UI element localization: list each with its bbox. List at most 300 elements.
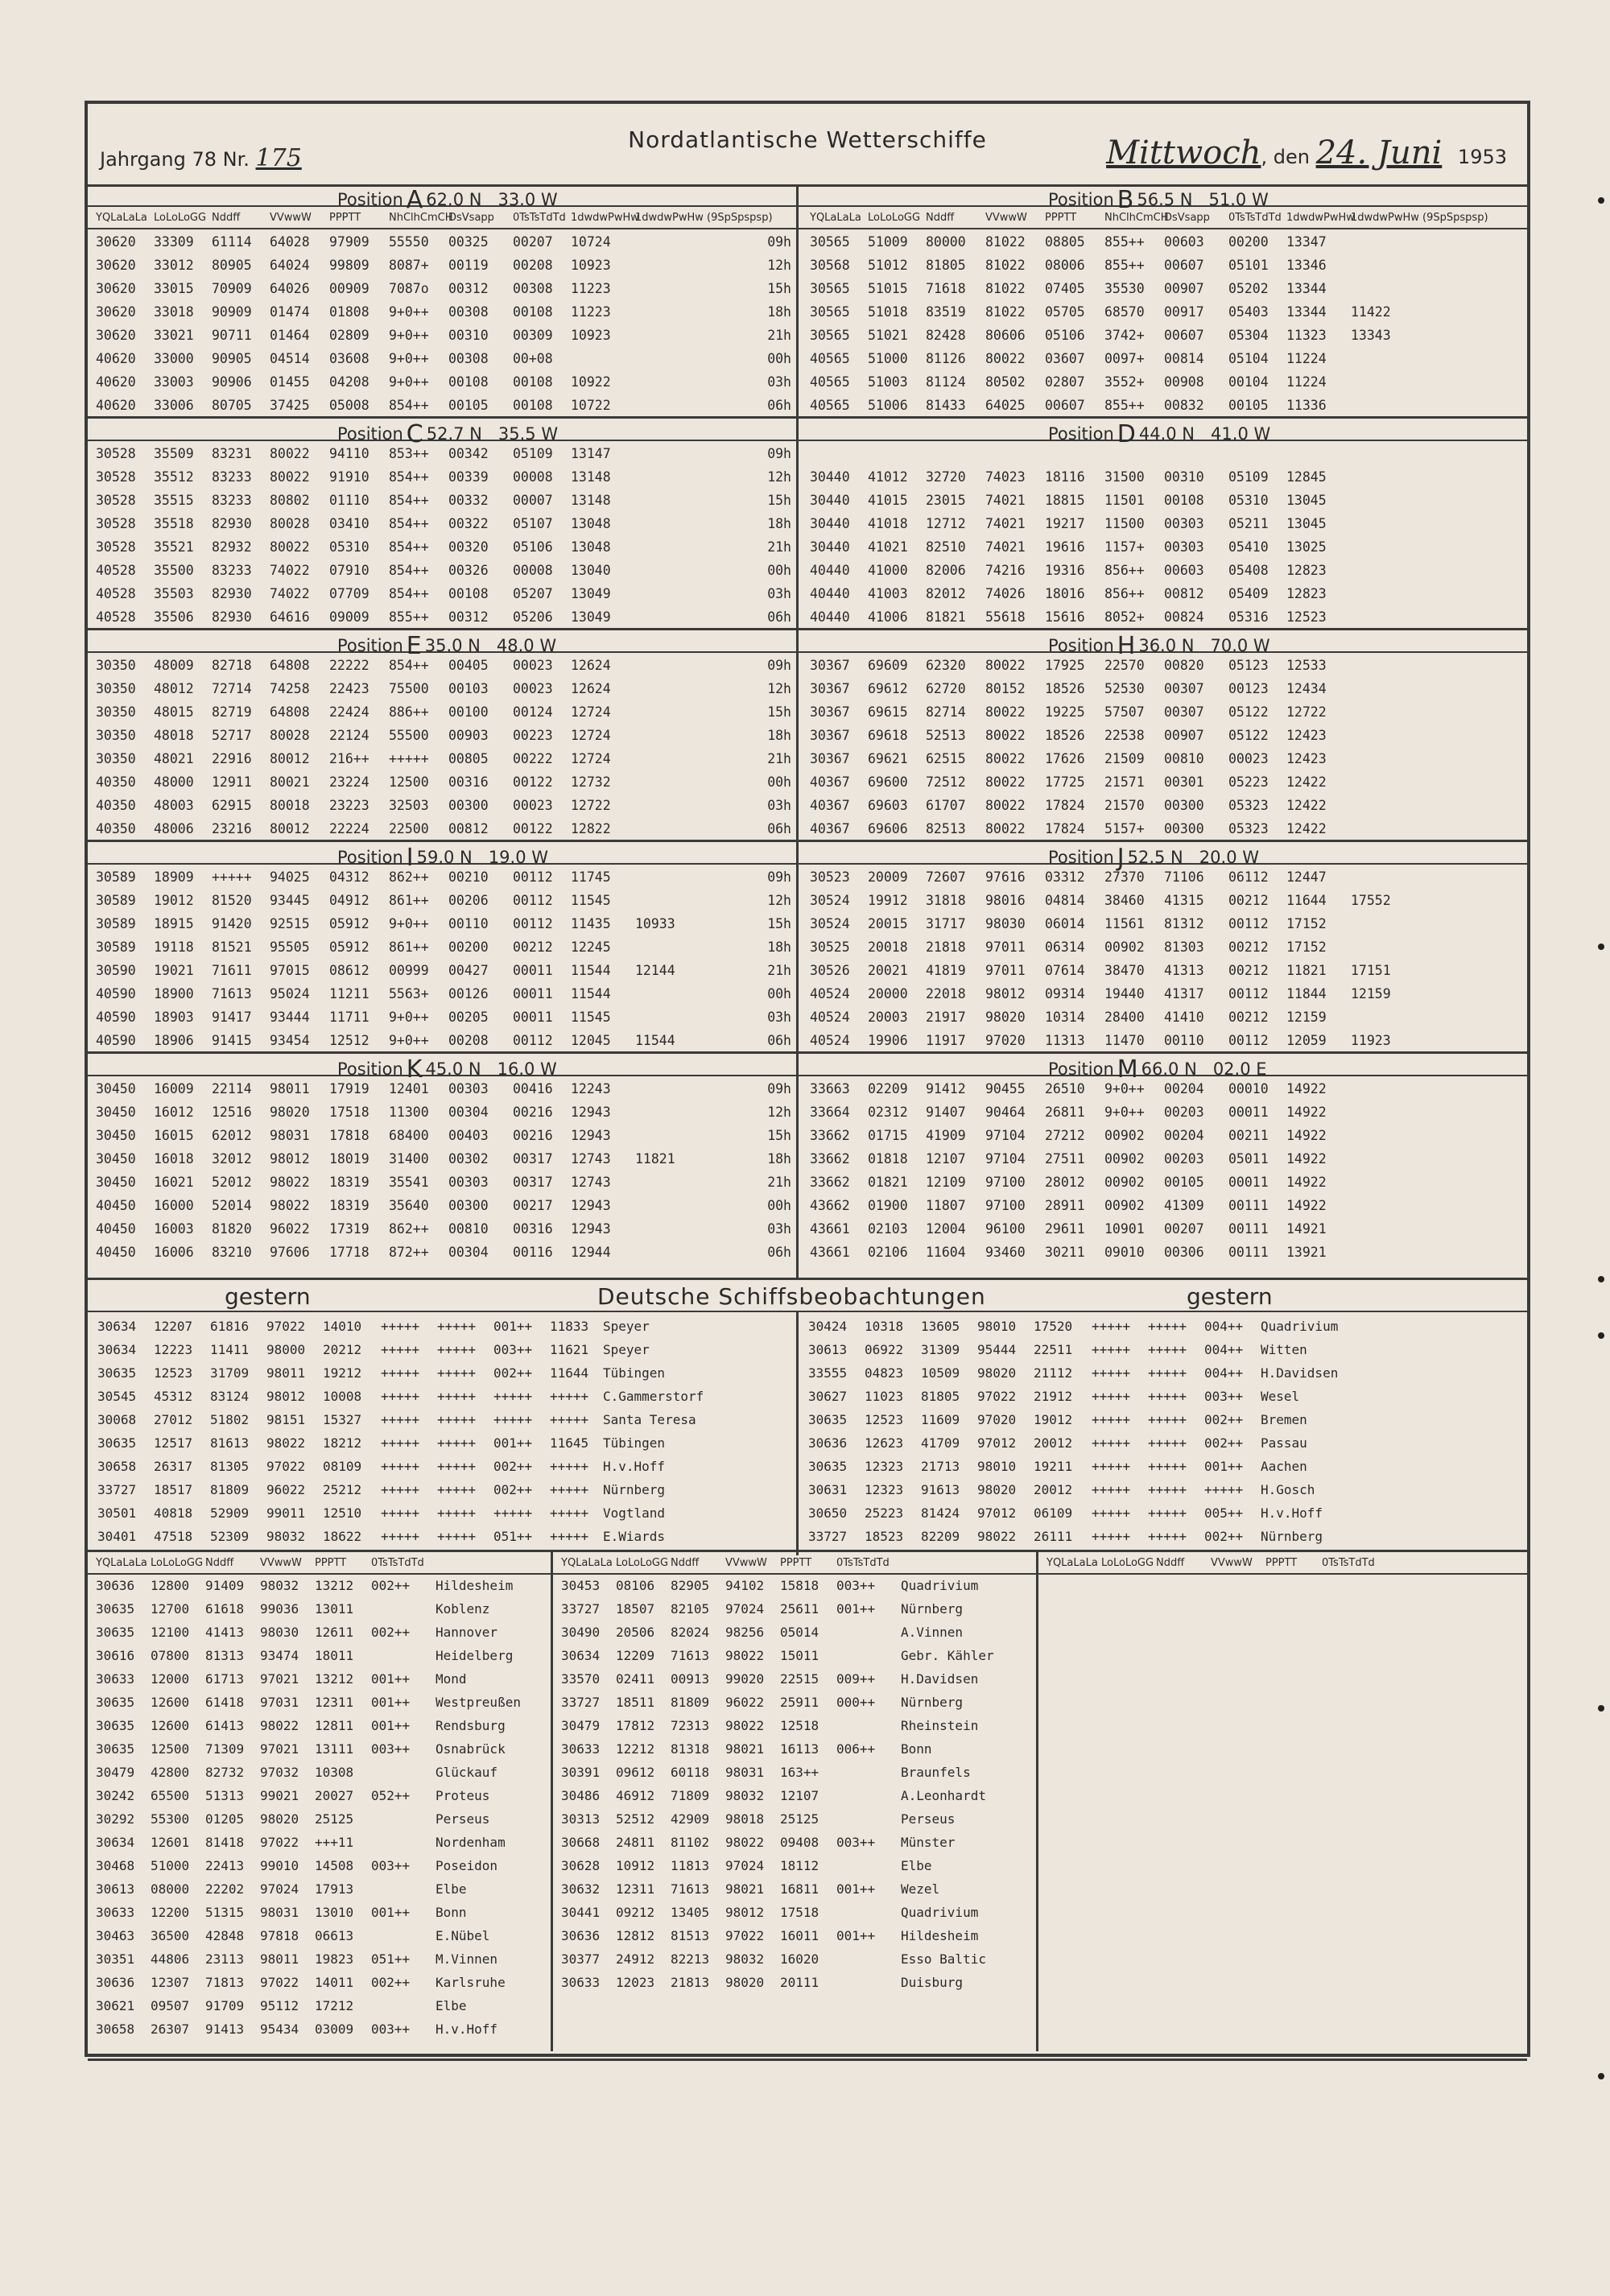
observation-cell: 12401 bbox=[389, 1081, 429, 1096]
observation-cell: 00103 bbox=[448, 681, 489, 696]
observation-cell: 00999 bbox=[389, 963, 429, 978]
observation-cell: 51009 bbox=[868, 234, 908, 250]
observation-cell: 98016 bbox=[985, 893, 1026, 908]
ship-cell: 12510 bbox=[323, 1505, 362, 1521]
observation-cell: 9+0++ bbox=[1104, 1081, 1145, 1096]
observation-cell: 94110 bbox=[329, 446, 369, 461]
observation-cell: 00300 bbox=[448, 798, 489, 813]
issue-date bbox=[1106, 134, 1507, 171]
observation-cell: 00211 bbox=[1228, 1128, 1269, 1143]
punch-hole bbox=[1598, 2073, 1604, 2079]
observation-cell: 16021 bbox=[154, 1175, 194, 1190]
observation-cell: 00820 bbox=[1164, 658, 1204, 673]
ship-cell: 61413 bbox=[205, 1718, 245, 1733]
observation-row bbox=[88, 816, 796, 840]
observation-cell: 30565 bbox=[810, 281, 850, 296]
observation-cell: 00317 bbox=[513, 1151, 553, 1167]
ship-cell: 13405 bbox=[671, 1905, 710, 1920]
observation-cell: 23224 bbox=[329, 774, 369, 790]
observation-cell: 52530 bbox=[1104, 681, 1145, 696]
observation-cell: 64024 bbox=[270, 258, 310, 273]
ship-cell: 24912 bbox=[616, 1951, 655, 1967]
observation-row bbox=[88, 323, 796, 346]
observation-cell: 00123 bbox=[1228, 681, 1269, 696]
observation-cell: 35506 bbox=[154, 609, 194, 625]
observation-cell: 00122 bbox=[513, 774, 553, 790]
column-header: LoLoLoGG bbox=[151, 1557, 204, 1569]
observation-cell: 48000 bbox=[154, 774, 194, 790]
observation-row bbox=[88, 441, 796, 465]
observation-cell: 98020 bbox=[270, 1105, 310, 1120]
ship-cell: 25125 bbox=[315, 1811, 354, 1827]
observation-cell: 12943 bbox=[571, 1221, 611, 1237]
observation-cell: 95505 bbox=[270, 939, 310, 955]
observation-cell: 30528 bbox=[96, 516, 136, 531]
observation-cell: 00812 bbox=[448, 821, 489, 836]
ship-cell: 60118 bbox=[671, 1765, 710, 1780]
observation-cell: 00112 bbox=[1228, 916, 1269, 931]
observation-cell: 80012 bbox=[270, 821, 310, 836]
ship-cell: 72313 bbox=[671, 1718, 710, 1733]
ship-cell: 30292 bbox=[96, 1811, 135, 1827]
observation-cell: 40565 bbox=[810, 374, 850, 390]
ship-cell: 11833 bbox=[550, 1319, 589, 1334]
ship-cell: 30545 bbox=[97, 1389, 137, 1404]
ship-report-row bbox=[553, 1902, 1036, 1925]
observation-cell: 12911 bbox=[212, 774, 252, 790]
ship-cell: 30635 bbox=[96, 1741, 135, 1757]
position-coords: 45.0 N 16.0 W bbox=[425, 1059, 557, 1079]
observation-cell: 12243 bbox=[571, 1081, 611, 1096]
observation-cell: 02103 bbox=[868, 1221, 908, 1237]
observation-cell: 82930 bbox=[212, 609, 252, 625]
ship-cell: 009++ bbox=[836, 1671, 876, 1687]
weather-ships-left bbox=[88, 184, 799, 1278]
ship-cell: 20111 bbox=[780, 1975, 819, 1990]
ship-cell: 55300 bbox=[151, 1811, 190, 1827]
observation-cell: 00832 bbox=[1164, 398, 1204, 413]
ship-report-row bbox=[88, 1715, 551, 1738]
observation-cell: 32720 bbox=[926, 469, 966, 485]
ship-cell: 30635 bbox=[96, 1625, 135, 1640]
observation-cell: 02312 bbox=[868, 1105, 908, 1120]
ship-cell: 41413 bbox=[205, 1625, 245, 1640]
position-coords: 56.5 N 51.0 W bbox=[1137, 190, 1269, 209]
ship-cell: +++++ bbox=[437, 1505, 477, 1521]
observation-cell: 17925 bbox=[1045, 658, 1085, 673]
observation-cell: 00023 bbox=[1228, 751, 1269, 766]
ship-cell: 003++ bbox=[371, 1858, 411, 1873]
column-header-row bbox=[553, 1552, 1036, 1575]
observation-row bbox=[88, 700, 796, 723]
observation-cell: 40590 bbox=[96, 1033, 136, 1048]
observation-time: 15h bbox=[767, 493, 791, 508]
observation-cell: 51018 bbox=[868, 304, 908, 320]
observation-cell: 7087o bbox=[389, 281, 429, 296]
observation-cell: 12004 bbox=[926, 1221, 966, 1237]
observation-row bbox=[799, 299, 1527, 323]
ship-cell: 11621 bbox=[550, 1342, 589, 1357]
ship-cell: 163++ bbox=[780, 1765, 819, 1780]
observation-time: 12h bbox=[767, 893, 791, 908]
punch-hole bbox=[1598, 197, 1604, 204]
gestern-right: gestern bbox=[1187, 1283, 1273, 1310]
observation-cell: 74258 bbox=[270, 681, 310, 696]
observation-cell: 00+08 bbox=[513, 351, 553, 366]
observation-cell: 27370 bbox=[1104, 869, 1145, 885]
observation-cell: 13048 bbox=[571, 516, 611, 531]
observation-cell: 30524 bbox=[810, 893, 850, 908]
observation-cell: 30589 bbox=[96, 916, 136, 931]
observation-cell: 00405 bbox=[448, 658, 489, 673]
observation-cell: 00303 bbox=[1164, 516, 1204, 531]
observation-cell: 40528 bbox=[96, 609, 136, 625]
observation-cell: 14922 bbox=[1286, 1175, 1327, 1190]
ship-cell: +++++ bbox=[493, 1412, 533, 1427]
german-observations-left bbox=[88, 1312, 799, 1555]
ship-report-row bbox=[88, 1575, 551, 1598]
observation-time: 12h bbox=[767, 258, 791, 273]
ship-cell: 98022 bbox=[260, 1718, 299, 1733]
ship-cell: 30668 bbox=[561, 1835, 601, 1850]
date-day: 24. Juni bbox=[1315, 134, 1443, 171]
observation-cell: 04208 bbox=[329, 374, 369, 390]
observation-cell: 17152 bbox=[1286, 916, 1327, 931]
observation-cell: 81521 bbox=[212, 939, 252, 955]
observation-cell: 22018 bbox=[926, 986, 966, 1001]
ship-cell: 12307 bbox=[151, 1975, 190, 1990]
position-block bbox=[88, 628, 796, 840]
column-header: VVwwW bbox=[1211, 1557, 1253, 1569]
ship-cell: Quadrivium bbox=[901, 1905, 979, 1920]
ship-cell: 12107 bbox=[780, 1788, 819, 1803]
observation-cell: 12159 bbox=[1286, 1010, 1327, 1025]
ship-cell: 12500 bbox=[151, 1741, 190, 1757]
ship-cell: 83124 bbox=[210, 1389, 250, 1404]
observation-cell: 22222 bbox=[329, 658, 369, 673]
observation-cell: 05912 bbox=[329, 939, 369, 955]
bottom-rule bbox=[88, 2059, 1527, 2061]
observation-cell: 19912 bbox=[868, 893, 908, 908]
observation-cell: 9+0++ bbox=[389, 328, 429, 343]
observation-time: 12h bbox=[767, 681, 791, 696]
observation-cell: 21570 bbox=[1104, 798, 1145, 813]
observation-cell: 11544 bbox=[635, 1033, 675, 1048]
observation-time: 09h bbox=[767, 1081, 791, 1096]
ship-cell: 002++ bbox=[1204, 1412, 1244, 1427]
observation-cell: 854++ bbox=[389, 586, 429, 601]
observation-cell: 81022 bbox=[985, 304, 1026, 320]
observation-cell: 40620 bbox=[96, 351, 136, 366]
observation-cell: 40565 bbox=[810, 398, 850, 413]
observation-cell: 57507 bbox=[1104, 704, 1145, 720]
ship-cell: 20012 bbox=[1034, 1482, 1073, 1497]
ship-cell: 30424 bbox=[808, 1319, 848, 1334]
ship-cell: H.Davidsen bbox=[901, 1671, 979, 1687]
ship-cell: 30633 bbox=[96, 1905, 135, 1920]
observation-cell: 08612 bbox=[329, 963, 369, 978]
observation-cell: 00814 bbox=[1164, 351, 1204, 366]
observation-cell: 9+0++ bbox=[389, 374, 429, 390]
observation-cell: 00427 bbox=[448, 963, 489, 978]
observation-cell: 00008 bbox=[513, 469, 553, 485]
ship-cell: 30242 bbox=[96, 1788, 135, 1803]
observation-cell: 00210 bbox=[448, 869, 489, 885]
observation-cell: 05101 bbox=[1228, 258, 1269, 273]
observation-cell: 40440 bbox=[810, 563, 850, 578]
ship-cell: 71813 bbox=[205, 1975, 245, 1990]
observation-cell: 07709 bbox=[329, 586, 369, 601]
observation-cell: 41909 bbox=[926, 1128, 966, 1143]
ship-cell: 18517 bbox=[154, 1482, 193, 1497]
ship-cell: 004++ bbox=[1204, 1319, 1244, 1334]
observation-cell: 48003 bbox=[154, 798, 194, 813]
position-coords: 59.0 N 19.0 W bbox=[416, 848, 548, 867]
position-block bbox=[799, 1051, 1527, 1263]
ship-cell: Heidelberg bbox=[436, 1648, 514, 1663]
observation-row bbox=[88, 253, 796, 276]
ship-cell: +++++ bbox=[1092, 1482, 1131, 1497]
column-header: 0TsTsTdTd bbox=[513, 212, 566, 224]
ship-cell: 41709 bbox=[921, 1435, 960, 1451]
observation-cell: 00126 bbox=[448, 986, 489, 1001]
observation-cell: 01821 bbox=[868, 1175, 908, 1190]
ship-report-row bbox=[88, 1621, 551, 1645]
ship-cell: 97024 bbox=[260, 1881, 299, 1897]
ship-cell: 20027 bbox=[315, 1788, 354, 1803]
observation-time: 06h bbox=[767, 609, 791, 625]
ship-cell: 12600 bbox=[151, 1695, 190, 1710]
ship-cell: 30391 bbox=[561, 1765, 601, 1780]
observation-cell: 27511 bbox=[1045, 1151, 1085, 1167]
observation-cell: 855++ bbox=[389, 609, 429, 625]
observation-cell: 22114 bbox=[212, 1081, 252, 1096]
observation-cell: 19118 bbox=[154, 939, 194, 955]
ship-cell: 33727 bbox=[808, 1529, 848, 1544]
observation-cell: 04514 bbox=[270, 351, 310, 366]
ship-cell: 002++ bbox=[371, 1975, 411, 1990]
ship-cell: 81805 bbox=[921, 1389, 960, 1404]
ship-report-row bbox=[553, 1598, 1036, 1621]
observation-cell: 98011 bbox=[270, 1081, 310, 1096]
observation-cell: 30528 bbox=[96, 539, 136, 555]
observation-cell: 90455 bbox=[985, 1081, 1026, 1096]
ship-cell: +++++ bbox=[437, 1319, 477, 1334]
ship-cell: Hannover bbox=[436, 1625, 498, 1640]
ship-report-row bbox=[88, 1855, 551, 1878]
ship-cell: 003++ bbox=[1204, 1389, 1244, 1404]
ship-cell: 82213 bbox=[671, 1951, 710, 1967]
observation-cell: 16003 bbox=[154, 1221, 194, 1237]
ship-row bbox=[799, 1526, 1527, 1549]
observation-cell: 48009 bbox=[154, 658, 194, 673]
observation-cell: 00342 bbox=[448, 446, 489, 461]
ship-cell: +++++ bbox=[1148, 1342, 1187, 1357]
observation-cell: 02106 bbox=[868, 1245, 908, 1260]
ship-cell: 001++ bbox=[371, 1905, 411, 1920]
position-block bbox=[799, 416, 1527, 628]
weekday: Mittwoch bbox=[1106, 134, 1261, 171]
observation-cell: 9+0++ bbox=[389, 304, 429, 320]
ship-row bbox=[88, 1502, 796, 1526]
column-header-row bbox=[799, 207, 1527, 229]
observation-cell: 854++ bbox=[389, 658, 429, 673]
ship-cell: 12323 bbox=[865, 1482, 904, 1497]
ship-cell: 25125 bbox=[780, 1811, 819, 1827]
ship-cell: 14010 bbox=[323, 1319, 362, 1334]
ship-cell: +++++ bbox=[1148, 1365, 1187, 1381]
observation-cell: 81124 bbox=[926, 374, 966, 390]
ship-cell: +++++ bbox=[493, 1505, 533, 1521]
ship-report-row bbox=[553, 1808, 1036, 1831]
observation-cell: 5563+ bbox=[389, 986, 429, 1001]
ship-cell: E.Nübel bbox=[436, 1928, 490, 1943]
observation-cell: 64025 bbox=[985, 398, 1026, 413]
observation-cell: 80022 bbox=[270, 446, 310, 461]
ship-cell: 30468 bbox=[96, 1858, 135, 1873]
position-title bbox=[88, 842, 796, 872]
punch-hole bbox=[1598, 1276, 1604, 1282]
observation-cell: 30620 bbox=[96, 304, 136, 320]
observation-cell: 13347 bbox=[1286, 234, 1327, 250]
observation-row bbox=[88, 299, 796, 323]
observation-cell: 12109 bbox=[926, 1175, 966, 1190]
column-header: 1dwdwPwHw bbox=[1286, 212, 1355, 224]
observation-cell: 35518 bbox=[154, 516, 194, 531]
observation-row bbox=[799, 276, 1527, 299]
observation-cell: 30440 bbox=[810, 493, 850, 508]
position-block bbox=[88, 184, 796, 416]
ship-cell: 25212 bbox=[323, 1482, 362, 1497]
ship-cell: 12800 bbox=[151, 1578, 190, 1593]
observation-cell: 80028 bbox=[270, 728, 310, 743]
observation-cell: 12500 bbox=[389, 774, 429, 790]
observation-cell: 00108 bbox=[513, 398, 553, 413]
observation-row bbox=[88, 346, 796, 370]
position-label: Position bbox=[1048, 848, 1114, 867]
ship-cell: 12523 bbox=[154, 1365, 193, 1381]
observation-cell: 30528 bbox=[96, 493, 136, 508]
observation-cell: 30350 bbox=[96, 704, 136, 720]
observation-cell: 00208 bbox=[513, 258, 553, 273]
ship-cell: 98012 bbox=[266, 1389, 306, 1404]
observation-cell: 01474 bbox=[270, 304, 310, 320]
ship-cell: Nürnberg bbox=[1261, 1529, 1323, 1544]
observation-cell: 05403 bbox=[1228, 304, 1269, 320]
ship-row bbox=[799, 1315, 1527, 1339]
ship-cell: 98022 bbox=[725, 1648, 765, 1663]
observation-cell: 37425 bbox=[270, 398, 310, 413]
ship-cell: 17212 bbox=[315, 1998, 354, 2013]
observation-cell: 20000 bbox=[868, 986, 908, 1001]
observation-cell: 00011 bbox=[1228, 1105, 1269, 1120]
ship-cell: 30613 bbox=[808, 1342, 848, 1357]
ship-cell: +++++ bbox=[437, 1482, 477, 1497]
ship-cell: 82209 bbox=[921, 1529, 960, 1544]
ship-cell: 97032 bbox=[260, 1765, 299, 1780]
ship-cell: +++++ bbox=[381, 1365, 420, 1381]
observation-time: 03h bbox=[767, 1221, 791, 1237]
observation-cell: 05323 bbox=[1228, 821, 1269, 836]
ship-cell: Aachen bbox=[1261, 1459, 1307, 1474]
ship-cell: 33570 bbox=[561, 1671, 601, 1687]
observation-cell: 91417 bbox=[212, 1010, 252, 1025]
ship-cell: +++++ bbox=[1092, 1529, 1131, 1544]
ship-cell: 19823 bbox=[315, 1951, 354, 1967]
position-coords: 52.5 N 20.0 W bbox=[1127, 848, 1259, 867]
ship-cell: 09612 bbox=[616, 1765, 655, 1780]
ship-report-row bbox=[88, 1925, 551, 1948]
ship-cell: 30635 bbox=[97, 1435, 137, 1451]
observation-cell: 00104 bbox=[1228, 374, 1269, 390]
ship-cell: +++++ bbox=[1148, 1319, 1187, 1334]
observation-row bbox=[88, 888, 796, 911]
observation-time: 18h bbox=[767, 1151, 791, 1167]
observation-cell: 64616 bbox=[270, 609, 310, 625]
observation-cell: 69621 bbox=[868, 751, 908, 766]
observation-cell: 95024 bbox=[270, 986, 310, 1001]
observation-cell: 14921 bbox=[1286, 1221, 1327, 1237]
ship-cell: Elbe bbox=[901, 1858, 932, 1873]
observation-cell: 12422 bbox=[1286, 774, 1327, 790]
ship-cell: Wezel bbox=[901, 1881, 940, 1897]
observation-cell: 64808 bbox=[270, 704, 310, 720]
observation-cell: 05106 bbox=[1045, 328, 1085, 343]
ship-cell: 98020 bbox=[977, 1365, 1017, 1381]
observation-cell: 9+0++ bbox=[1104, 1105, 1145, 1120]
ship-cell: Nürnberg bbox=[603, 1482, 666, 1497]
observation-cell: 11501 bbox=[1104, 493, 1145, 508]
observation-cell: 17818 bbox=[329, 1128, 369, 1143]
date-year: 1953 bbox=[1457, 146, 1507, 168]
observation-cell: 18903 bbox=[154, 1010, 194, 1025]
position-block bbox=[88, 416, 796, 628]
observation-time: 15h bbox=[767, 1128, 791, 1143]
ship-cell: 91413 bbox=[205, 2021, 245, 2037]
observation-cell: 13147 bbox=[571, 446, 611, 461]
observation-cell: 00208 bbox=[448, 1033, 489, 1048]
observation-cell: 00322 bbox=[448, 516, 489, 531]
ship-cell: 98032 bbox=[260, 1578, 299, 1593]
observation-cell: 13346 bbox=[1286, 258, 1327, 273]
observation-cell: 12944 bbox=[571, 1245, 611, 1260]
ship-cell: 02411 bbox=[616, 1671, 655, 1687]
observation-cell: 11821 bbox=[635, 1151, 675, 1167]
observation-cell: 30350 bbox=[96, 658, 136, 673]
observation-cell: 48012 bbox=[154, 681, 194, 696]
observation-cell: 12724 bbox=[571, 751, 611, 766]
column-header: VVwwW bbox=[725, 1557, 767, 1569]
ship-row bbox=[88, 1456, 796, 1479]
ship-cell: 09212 bbox=[616, 1905, 655, 1920]
observation-cell: 30211 bbox=[1045, 1245, 1085, 1260]
german-observations-bar bbox=[88, 1280, 1527, 1312]
observation-row bbox=[88, 1146, 796, 1170]
ship-cell: 16113 bbox=[780, 1741, 819, 1757]
observation-cell: 12722 bbox=[1286, 704, 1327, 720]
observation-cell: 35521 bbox=[154, 539, 194, 555]
ship-cell: Rendsburg bbox=[436, 1718, 506, 1733]
observation-cell: 62915 bbox=[212, 798, 252, 813]
observation-cell: 22916 bbox=[212, 751, 252, 766]
ship-report-row bbox=[88, 1598, 551, 1621]
ship-cell: 12601 bbox=[151, 1835, 190, 1850]
observation-cell: 09009 bbox=[329, 609, 369, 625]
observation-cell: 97100 bbox=[985, 1198, 1026, 1213]
ship-cell: 24811 bbox=[616, 1835, 655, 1850]
observation-cell: 81312 bbox=[1164, 916, 1204, 931]
observation-cell: 01818 bbox=[868, 1151, 908, 1167]
